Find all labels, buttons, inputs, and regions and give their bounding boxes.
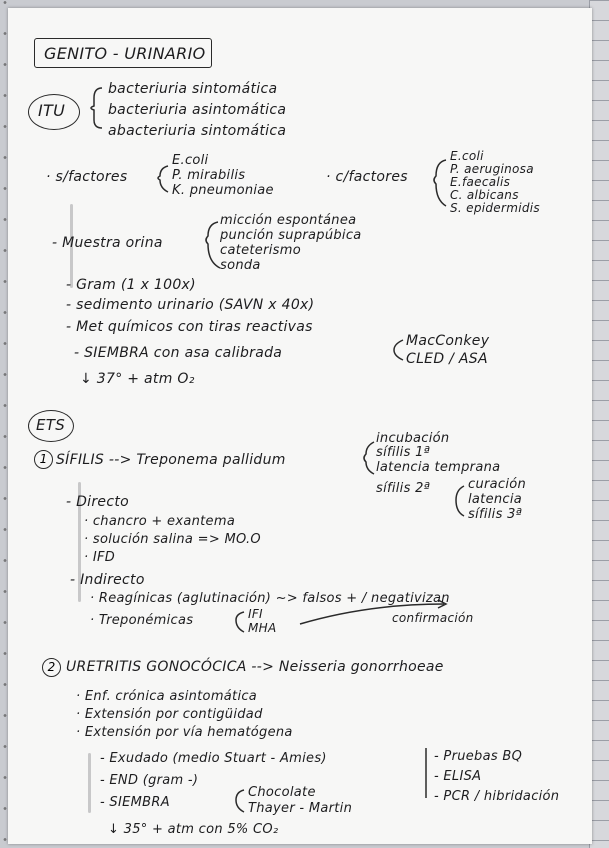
con-factor-item: P. aeruginosa [450, 162, 534, 176]
sifilis-late: latencia [468, 492, 523, 507]
grid-paper-background [589, 0, 609, 848]
itu-item: bacteriuria asintomática [108, 102, 287, 118]
trep-item: MHA [248, 621, 277, 635]
directo-item: · solución salina => MO.O [84, 532, 261, 547]
trep-item: IFI [248, 607, 263, 621]
sifilis-stage: incubación [376, 431, 450, 446]
gono-exudado: - Exudado (medio Stuart - Amies) [100, 751, 327, 766]
gono-end: - END (gram -) [100, 773, 199, 788]
con-factor-item: S. epidermidis [450, 201, 540, 215]
sifilis-stage: sífilis 2ª [376, 481, 431, 496]
con-factores-label: · c/factores [326, 169, 408, 185]
sifilis-title: SÍFILIS --> Treponema pallidum [56, 452, 286, 468]
sifilis-late: sífilis 3ª [468, 507, 523, 522]
uretritis-item: · Extensión por vía hematógena [76, 725, 293, 740]
gono-siembra: - SIEMBRA [100, 795, 170, 810]
uretritis-title: URETRITIS GONOCÓCICA --> Neisseria gonorrhoeae [66, 659, 444, 675]
gono-incubacion: ↓ 35° + atm con 5% CO₂ [108, 822, 279, 837]
gono-medio: Chocolate [248, 785, 316, 800]
lab-incubacion: ↓ 37° + atm O₂ [80, 371, 195, 387]
lab-siembra: - SIEMBRA con asa calibrada [74, 345, 283, 361]
highlighter-mark [88, 753, 91, 813]
sifilis-stage: latencia temprana [376, 460, 501, 475]
sin-factores-label: · s/factores [46, 169, 128, 185]
con-factor-item: E.coli [450, 149, 484, 163]
muestra-item: cateterismo [220, 243, 301, 258]
confirmacion-label: confirmación [392, 611, 474, 625]
sin-factor-item: K. pneumoniae [172, 183, 274, 198]
muestra-item: micción espontánea [220, 213, 357, 228]
con-factor-item: E.faecalis [450, 175, 511, 189]
itu-item: bacteriuria sintomática [108, 81, 278, 97]
muestra-item: punción suprapúbica [220, 228, 362, 243]
ets-badge: ETS [36, 416, 66, 434]
con-factor-item: C. albicans [450, 188, 519, 202]
sin-factor-item: E.coli [172, 153, 209, 168]
indirecto-label: - Indirecto [70, 572, 145, 588]
uretritis-item: · Enf. crónica asintomática [76, 689, 258, 704]
uretritis-number: 2 [42, 658, 61, 677]
sifilis-number: 1 [34, 450, 53, 469]
gono-prueba: - ELISA [434, 769, 482, 784]
muestra-item: sonda [220, 258, 261, 273]
siembra-medio: MacConkey [406, 333, 490, 349]
lab-gram: - Gram (1 x 100x) [66, 277, 196, 293]
muestra-label: - Muestra orina [52, 235, 163, 251]
treponemicas: · Treponémicas [90, 613, 194, 628]
sin-factor-item: P. mirabilis [172, 168, 246, 183]
itu-item: abacteriuria sintomática [108, 123, 287, 139]
siembra-medio: CLED / ASA [406, 351, 488, 367]
lab-sedimento: - sedimento urinario (SAVN x 40x) [66, 297, 315, 313]
sifilis-stage: sífilis 1ª [376, 445, 431, 460]
reaginicas: · Reagínicas (aglutinación) ~> falsos + / negativizan [90, 591, 450, 606]
gono-prueba: - PCR / hibridación [434, 789, 560, 804]
notebook-page [8, 8, 592, 844]
page-title: GENITO - URINARIO [44, 44, 206, 63]
itu-badge: ITU [38, 101, 66, 120]
uretritis-item: · Extensión por contigüidad [76, 707, 263, 722]
lab-metodos: - Met químicos con tiras reactivas [66, 319, 313, 335]
gono-medio: Thayer - Martin [248, 801, 353, 816]
directo-item: · chancro + exantema [84, 514, 236, 529]
sifilis-late: curación [468, 477, 527, 492]
directo-label: - Directo [66, 494, 129, 510]
gono-prueba: - Pruebas BQ [434, 749, 523, 764]
directo-item: · IFD [84, 550, 116, 565]
